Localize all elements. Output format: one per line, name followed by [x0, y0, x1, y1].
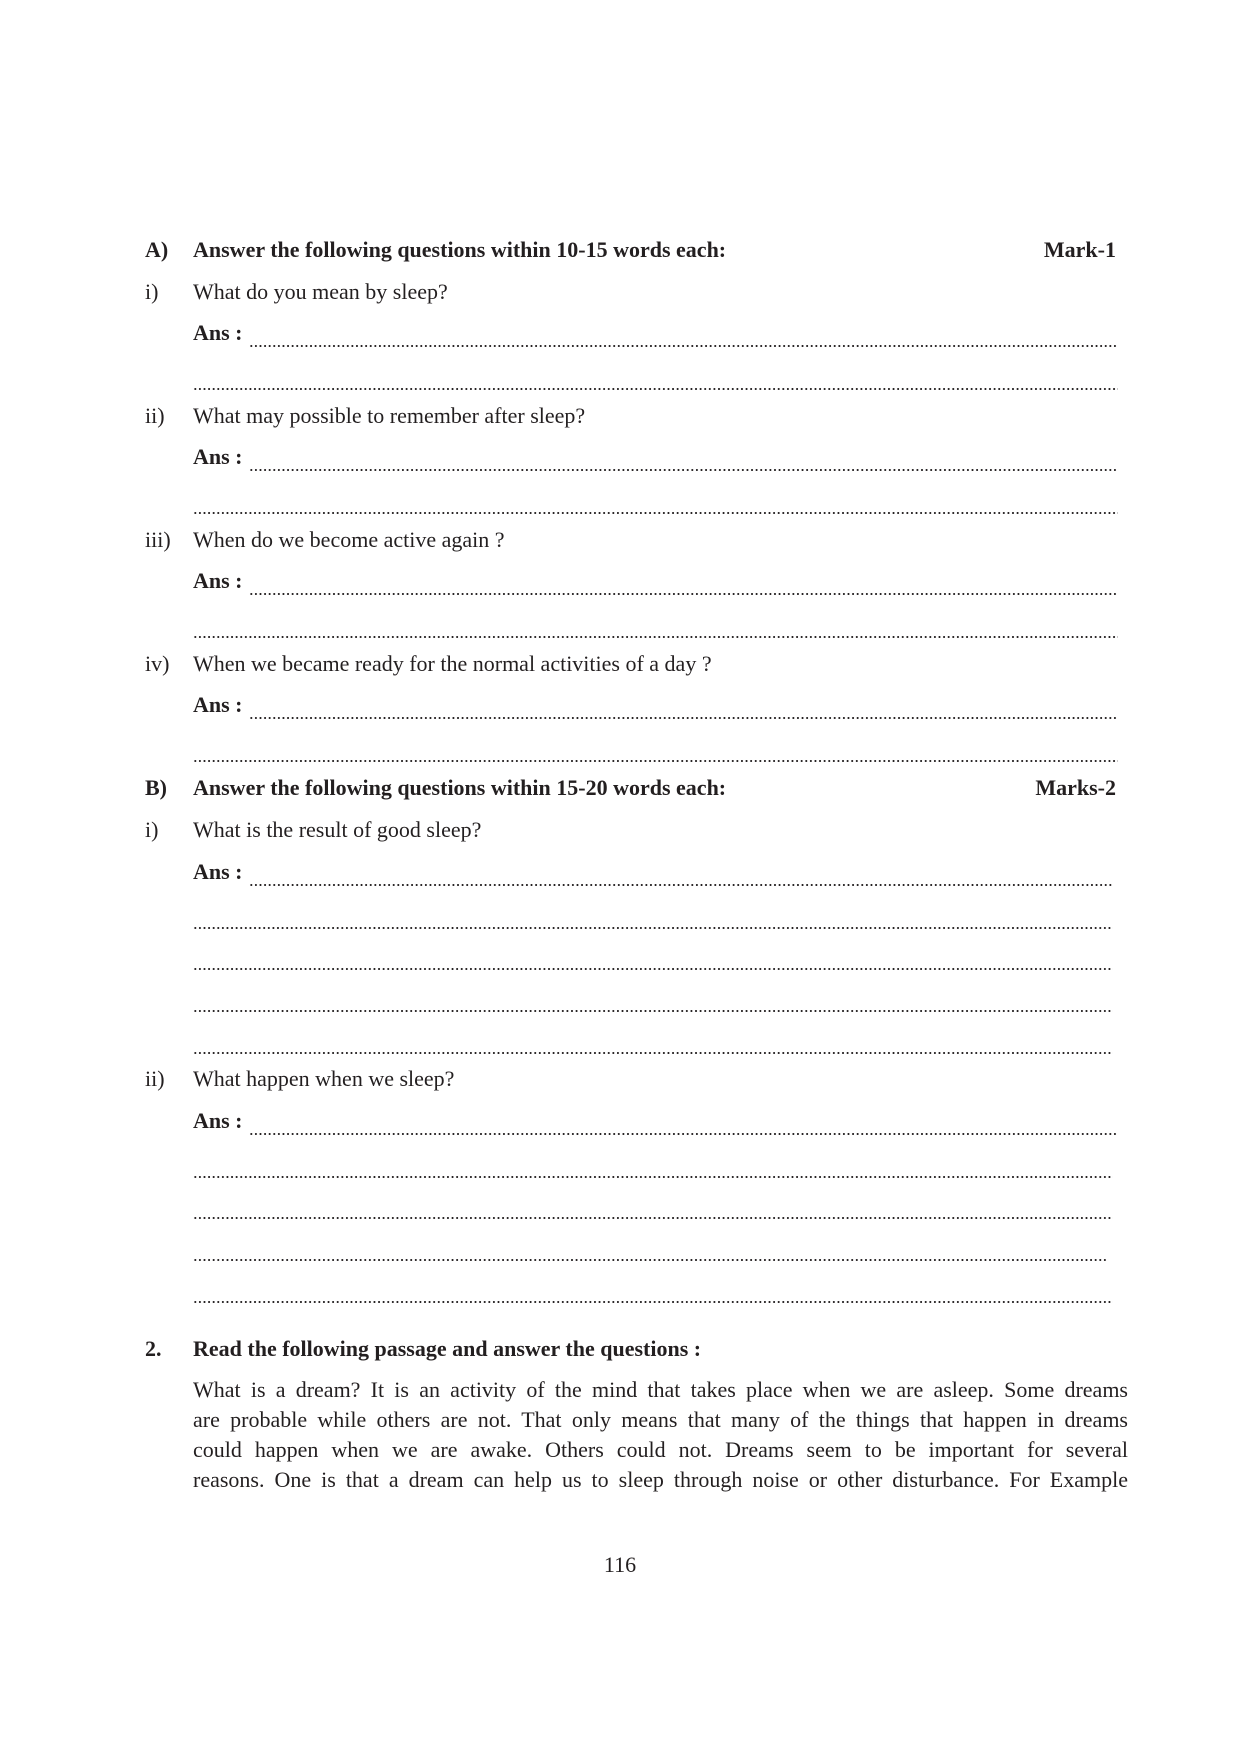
question-number: iii) — [145, 527, 171, 552]
passage-line: could happen when we are awake. Others could not. Dreams seem to be important for several — [193, 1437, 1128, 1462]
question-number: i) — [145, 279, 159, 304]
answer-label: Ans : — [193, 692, 243, 717]
question-text: When we became ready for the normal activities of a day ? — [193, 651, 712, 676]
answer-line[interactable] — [193, 1232, 1108, 1262]
question-number: ii) — [145, 1066, 165, 1091]
answer-line[interactable] — [193, 318, 1118, 348]
section-2-label: 2. — [145, 1336, 162, 1361]
answer-line[interactable] — [193, 485, 1118, 515]
question-text: What do you mean by sleep? — [193, 279, 448, 304]
page-number: 116 — [603, 1552, 637, 1577]
passage-line: are probable while others are not. That only means that many of the things that happen in dreams — [193, 1407, 1128, 1432]
section-a-label: A) — [145, 237, 169, 262]
answer-label: Ans : — [193, 320, 243, 345]
answer-line[interactable] — [193, 983, 1113, 1013]
question-text: What may possible to remember after sleep? — [193, 403, 586, 428]
section-a-marks: Mark-1 — [1043, 237, 1116, 262]
answer-line[interactable] — [193, 566, 1118, 596]
passage-line: What is a dream? It is an activity of the mind that takes place when we are asleep. Some dreams — [193, 1377, 1128, 1402]
answer-line[interactable] — [193, 690, 1118, 720]
answer-line[interactable] — [193, 361, 1118, 391]
question-text: What happen when we sleep? — [193, 1066, 455, 1091]
answer-line[interactable] — [193, 1274, 1113, 1304]
answer-label: Ans : — [193, 1108, 243, 1133]
section-b-marks: Marks-2 — [1035, 775, 1116, 800]
section-b-label: B) — [145, 775, 167, 800]
section-2-heading: Read the following passage and answer the questions : — [193, 1336, 702, 1361]
answer-line[interactable] — [193, 733, 1118, 763]
answer-line[interactable] — [193, 941, 1113, 971]
passage-line: reasons. One is that a dream can help us to sleep through noise or other disturbance. For Example — [193, 1467, 1128, 1492]
answer-line[interactable] — [193, 1025, 1113, 1055]
answer-line[interactable] — [193, 609, 1118, 639]
section-b-heading: Answer the following questions within 15-20 words each: — [193, 775, 727, 800]
question-number: iv) — [145, 651, 170, 676]
answer-label: Ans : — [193, 444, 243, 469]
answer-label: Ans : — [193, 568, 243, 593]
answer-label: Ans : — [193, 859, 243, 884]
answer-line[interactable] — [193, 1106, 1118, 1136]
answer-line[interactable] — [193, 1190, 1113, 1220]
question-text: When do we become active again ? — [193, 527, 505, 552]
answer-line[interactable] — [193, 857, 1113, 887]
section-a-heading: Answer the following questions within 10-15 words each: — [193, 237, 727, 262]
question-number: ii) — [145, 403, 165, 428]
answer-line[interactable] — [193, 1149, 1113, 1179]
answer-line[interactable] — [193, 900, 1113, 930]
reading-passage — [193, 1375, 1128, 1495]
question-number: i) — [145, 817, 159, 842]
question-text: What is the result of good sleep? — [193, 817, 482, 842]
answer-line[interactable] — [193, 442, 1118, 472]
